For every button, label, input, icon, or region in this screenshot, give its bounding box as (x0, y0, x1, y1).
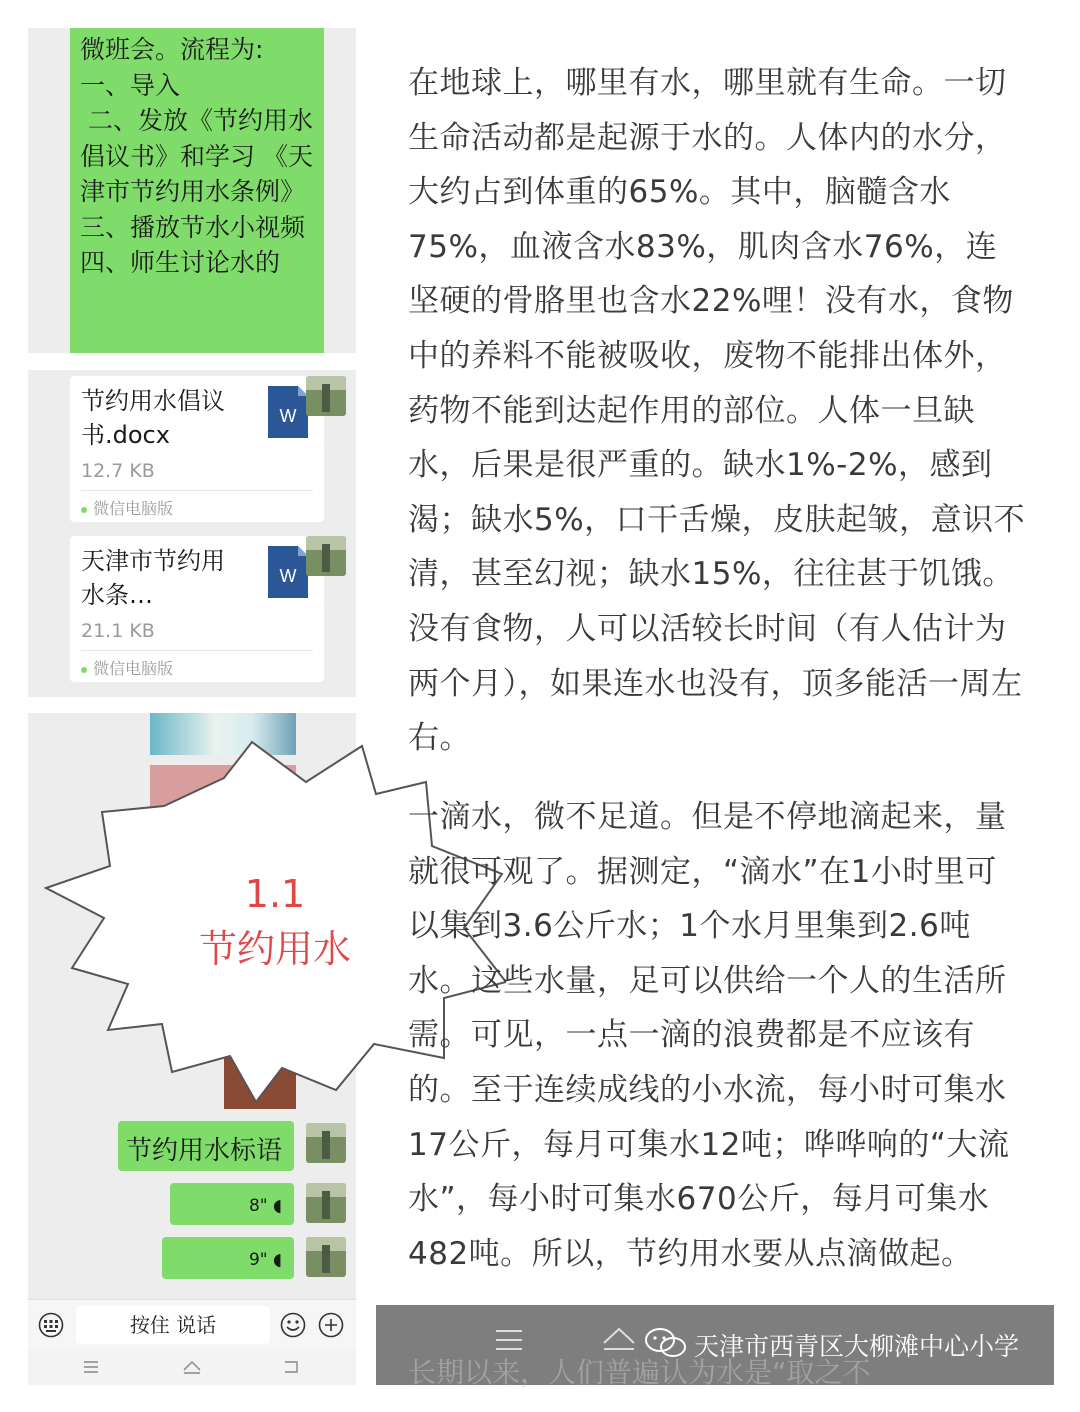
avatar-image (306, 1123, 346, 1163)
article-paragraph-1: 在地球上，哪里有水，哪里就有生命。一切生命活动都是起源于水的。人体内的水分，大约占到体重的65%。其中，脑髓含水75%，血液含水83%，肌肉含水76%，连坚硬的骨胳里也含水22%哩！没有水，食物中的养料不能被吸收，废物不能排出体外，药物不能到达起作用的部位。人体一旦缺水，后果是很严重的。缺水1%-2%，感到渴；缺水5%，口干舌燥，皮肤起皱，意识不清，甚至幻视；缺水15%，往往甚于饥饿。没有食物，人可以活较长时间（有人估计为两个月），如果连水也没有，顶多能活一周左右。 (408, 65, 1026, 757)
file-source (81, 496, 173, 519)
voice-message-bubble[interactable] (162, 1237, 294, 1279)
system-nav-bar (28, 1349, 356, 1385)
file-source (81, 656, 173, 679)
press-to-talk-button[interactable]: 按住 说话 (76, 1306, 270, 1344)
avatar-image (306, 376, 346, 416)
badge-title: 节约用水 (198, 927, 351, 971)
avatar[interactable] (306, 1237, 346, 1277)
divider (81, 490, 313, 491)
file-source-label: 微信电脑版 (93, 499, 174, 518)
chat-panel-files (28, 370, 356, 697)
article-next-line: 长期以来，人们普遍认为水是“取之不 (408, 1356, 871, 1389)
svg-text:W: W (279, 406, 297, 426)
flow-message-text: 微班会。流程为: 一、导入 二、发放《节约用水倡议书》和学习 《天津市节约用水条例》 三、播放节水小视频 四、师生讨论水的 (80, 35, 313, 277)
article-text-2 (408, 790, 1028, 1281)
source-dot-icon (81, 667, 87, 673)
voice-message-bubble[interactable] (170, 1183, 294, 1225)
word-doc-icon (268, 546, 308, 598)
keyboard-icon[interactable] (38, 1312, 64, 1338)
voice-wave-icon: ◖ (273, 1250, 282, 1270)
chat-panel-flow (28, 28, 356, 353)
voice-duration: 8" ◖ (248, 1196, 282, 1216)
divider (81, 650, 313, 651)
wechat-nav-overlay (376, 1305, 1054, 1389)
file-name: 天津市节约用水条… (81, 547, 225, 609)
file-card-regulation[interactable] (70, 536, 324, 682)
back-icon[interactable] (282, 1359, 300, 1375)
svg-text:W: W (279, 566, 297, 586)
avatar[interactable] (306, 1183, 346, 1223)
menu-icon[interactable] (82, 1359, 100, 1375)
avatar-image (306, 1237, 346, 1277)
file-source-label: 微信电脑版 (93, 659, 174, 678)
voice-wave-icon: ◖ (273, 1196, 282, 1216)
avatar[interactable] (306, 536, 346, 576)
plus-icon[interactable] (318, 1312, 344, 1338)
menu-icon[interactable] (494, 1327, 524, 1353)
article-paragraph-2: 一滴水，微不足道。但是不停地滴起来，量就很可观了。据测定，“滴水”在1小时里可以集到3.6公斤水；1个水月里集到2.6吨水。这些水量，足可以供给一个人的生活所需。可见，一点一滴的浪费都是不应该有的。至于连续成线的小水流，每小时可集水17公斤，每月可集水12吨；哗哗响的“大流水”，每小时可集水670公斤，每月可集水482吨。所以，节约用水要从点滴做起。 (408, 799, 1010, 1272)
file-size: 21.1 KB (81, 620, 155, 642)
article-text (408, 56, 1028, 766)
file-name: 节约用水倡议书.docx (81, 387, 225, 449)
avatar[interactable] (306, 376, 346, 416)
home-icon[interactable] (598, 1323, 640, 1353)
voice-duration: 9" ◖ (248, 1250, 282, 1270)
home-icon[interactable] (182, 1358, 202, 1376)
slogan-message-text: 节约用水标语 (126, 1136, 283, 1166)
file-card-proposal[interactable] (70, 376, 324, 522)
avatar-image (306, 1183, 346, 1223)
account-name: 天津市西青区大柳滩中心小学 (694, 1332, 1020, 1361)
emoji-icon[interactable] (280, 1312, 306, 1338)
source-dot-icon (81, 507, 87, 513)
wechat-logo-icon (644, 1325, 688, 1361)
file-size: 12.7 KB (81, 460, 155, 482)
chat-input-bar (28, 1299, 356, 1350)
badge-number: 1.1 (244, 872, 306, 916)
slogan-message-bubble[interactable] (118, 1121, 294, 1171)
avatar-image (306, 536, 346, 576)
avatar[interactable] (306, 1123, 346, 1163)
word-doc-icon (268, 386, 308, 438)
